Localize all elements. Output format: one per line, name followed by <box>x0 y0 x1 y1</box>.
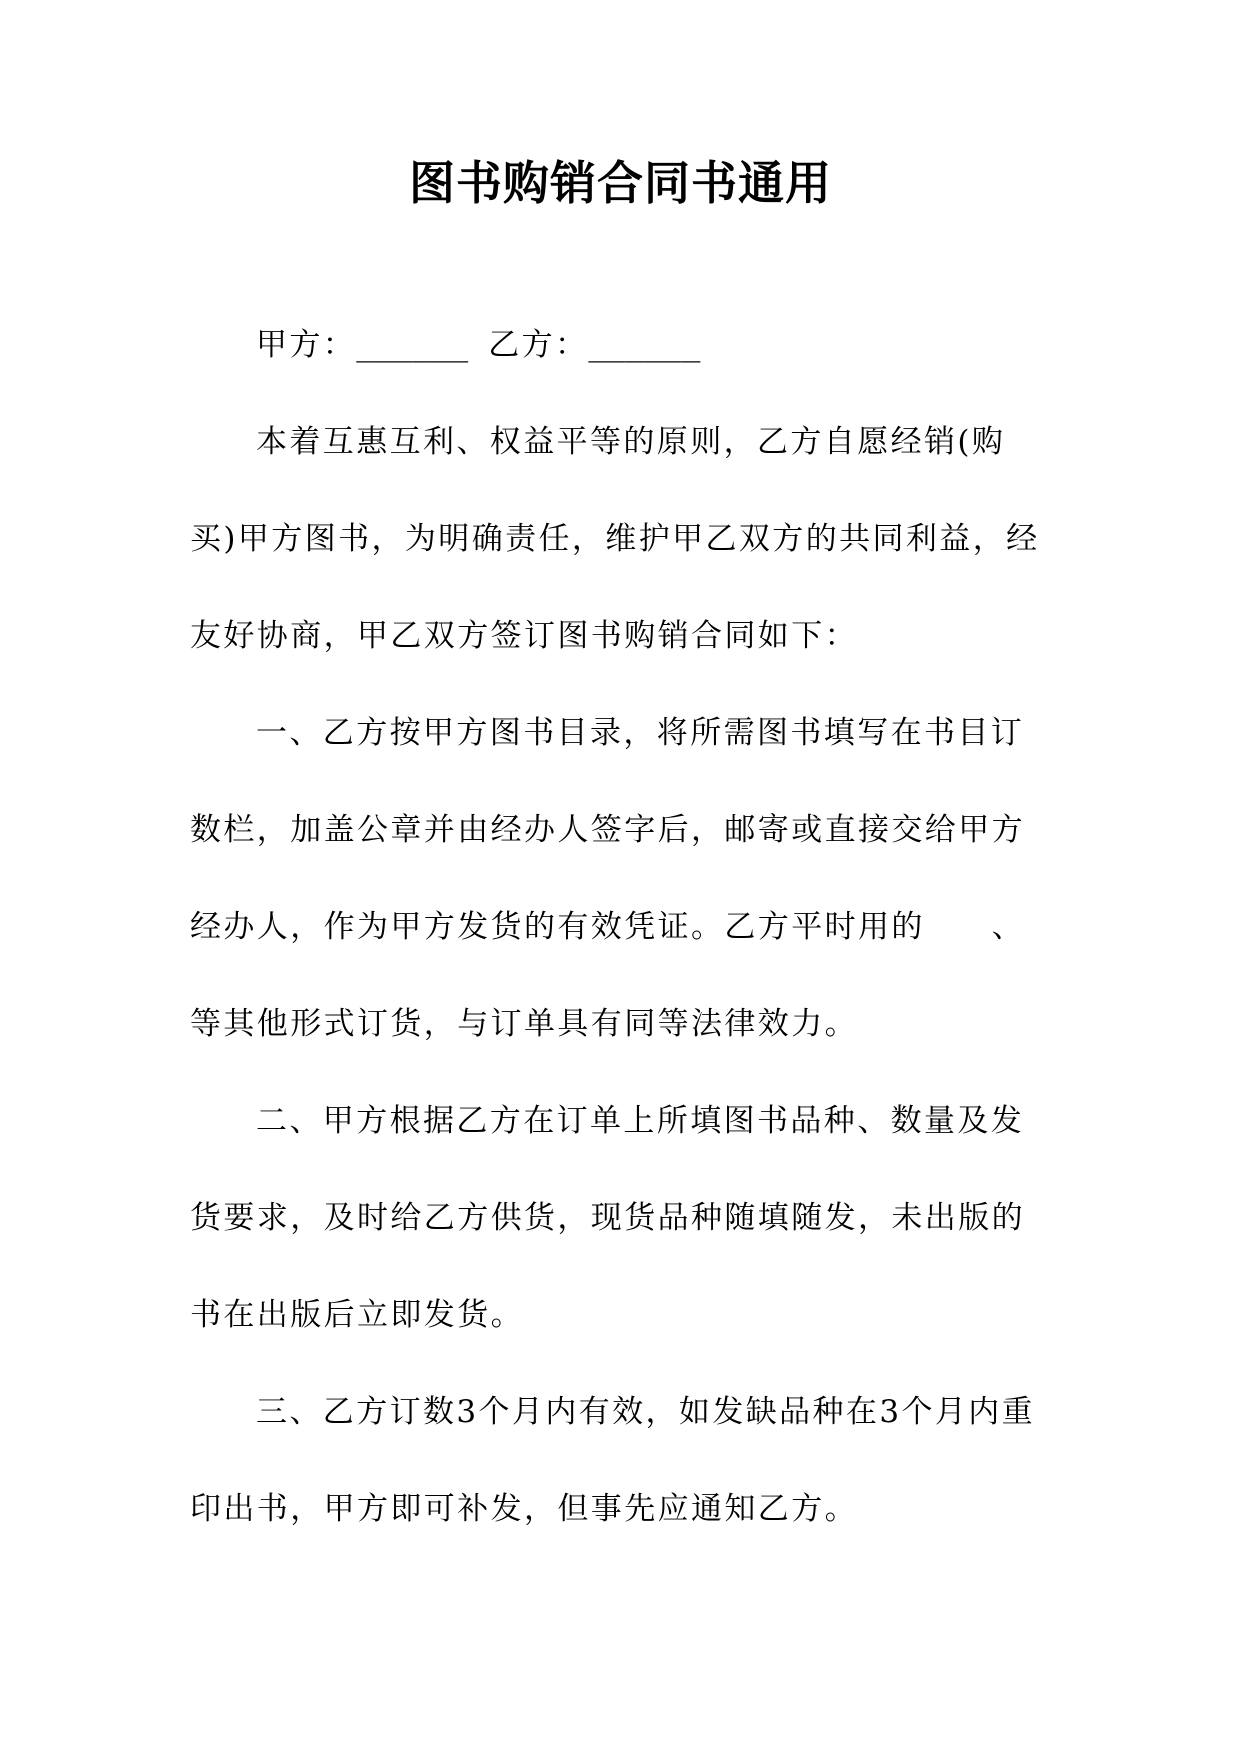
paragraph-clause-1: 一、乙方按甲方图书目录，将所需图书填写在书目订数栏，加盖公章并由经办人签字后，邮寄或直接交给甲方经办人，作为甲方发货的有效凭证。乙方平时用的 、 等其他形式订货，与订单具有同等法律效力。 <box>190 715 1077 1042</box>
document-body <box>190 297 1077 1558</box>
party-a-label: 甲方： <box>256 327 357 363</box>
parties-line <box>190 297 1050 394</box>
paragraph-preamble: 本着互惠互利、权益平等的原则，乙方自愿经销(购买)甲方图书，为明确责任，维护甲乙双方的共同利益，经友好协商，甲乙双方签订图书购销合同如下： <box>190 424 1040 654</box>
party-b-blank: ______ <box>588 327 701 363</box>
document-title: 图书购销合同书通用 <box>409 156 832 210</box>
party-b-label: 乙方： <box>488 327 589 363</box>
paragraph-clause-2: 二、甲方根据乙方在订单上所填图书品种、数量及发货要求，及时给乙方供货，现货品种随填随发，未出版的书在出版后立即发货。 <box>190 1103 1025 1333</box>
party-a-blank: ______ <box>356 327 469 363</box>
paragraph-clause-3: 三、乙方订数3个月内有效，如发缺品种在3个月内重印出书，甲方即可补发，但事先应通知乙方。 <box>190 1394 1036 1527</box>
